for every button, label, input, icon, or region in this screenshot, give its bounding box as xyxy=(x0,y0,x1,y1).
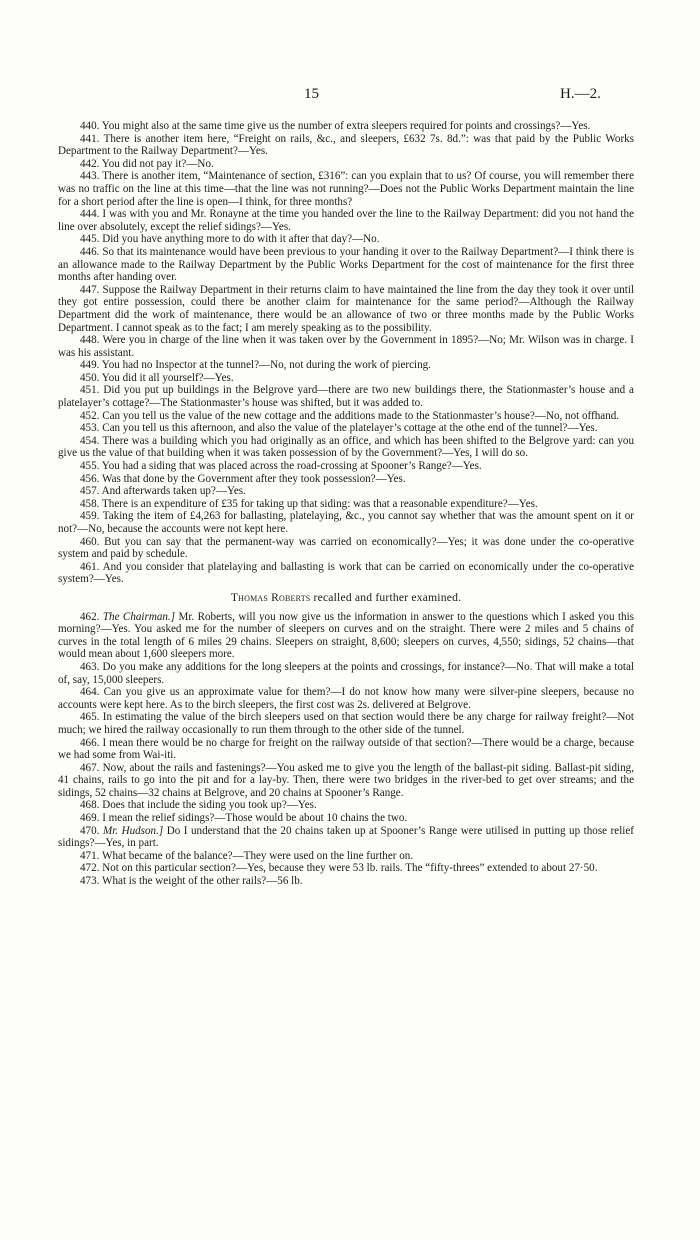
question-number: 446. xyxy=(80,245,100,258)
question-paragraph xyxy=(58,762,634,800)
question-text: Can you tell us the value of the new cottage and the additions made to the Stationmaster’s house?—No, not offhand. xyxy=(102,409,620,422)
question-text: Does that include the siding you took up?—Yes. xyxy=(102,799,317,812)
question-number: 461. xyxy=(80,560,100,573)
question-number: 451. xyxy=(80,384,100,397)
question-text: But you can say that the permanent-way was carried on economically?—Yes; it was done under the co-operative system and paid by schedule. xyxy=(58,535,635,561)
question-paragraph xyxy=(58,812,634,825)
question-number: 464. xyxy=(80,686,100,699)
speaker-label: The Chairman.] xyxy=(102,610,176,623)
question-number: 457. xyxy=(80,485,100,498)
question-number: 442. xyxy=(80,157,100,170)
question-paragraph xyxy=(58,799,634,812)
question-paragraph xyxy=(58,686,634,711)
question-text: Was that done by the Government after they took possession?—Yes. xyxy=(102,472,406,485)
question-number: 450. xyxy=(80,371,100,384)
question-list-one xyxy=(58,120,634,586)
question-paragraph xyxy=(58,875,634,888)
speaker-label: Mr. Hudson.] xyxy=(102,824,164,837)
witness-heading-rest: recalled and further examined. xyxy=(310,590,462,604)
question-number: 447. xyxy=(80,283,100,296)
page-number: 15 xyxy=(304,86,319,102)
question-paragraph xyxy=(58,384,634,409)
document-body xyxy=(58,120,634,888)
question-number: 449. xyxy=(80,359,100,372)
question-text: And afterwards taken up?—Yes. xyxy=(101,485,246,498)
question-text: Were you in charge of the line when it was taken over by the Government in 1895?—No; Mr. Wilson was in charge. I was his assistant. xyxy=(58,334,634,359)
question-paragraph xyxy=(58,536,634,561)
question-paragraph xyxy=(58,435,634,460)
question-text: You did it all yourself?—Yes. xyxy=(101,371,234,384)
question-paragraph xyxy=(58,473,634,486)
question-text: Mr. Roberts, will you now give us the information in answer to the questions which I asked you this morning?—Yes. You asked me for the number of sleepers on curves and on the straight. There were 2 miles and 5 chains of curves in the total length of 6 miles 29 chains. Sleepers on straight, 8,600; sleepers on curves, 4,550; sidings, 52 chains—that would mean about 1,600 sleepers more. xyxy=(58,610,634,661)
question-text: Can you tell us this afternoon, and also the value of the platelayer’s cottage at the othe end of the tunnel?—Yes. xyxy=(102,422,598,435)
question-paragraph xyxy=(58,510,634,535)
question-number: 455. xyxy=(80,460,100,473)
witness-name: Thomas Roberts xyxy=(230,590,311,604)
question-number: 460. xyxy=(80,535,100,548)
question-paragraph xyxy=(58,561,634,586)
question-number: 459. xyxy=(80,510,100,523)
question-paragraph xyxy=(58,334,634,359)
question-text: I was with you and Mr. Ronayne at the time you handed over the line to the Railway Department: did you not hand the line over absolutely, except the relief sidings?—Yes. xyxy=(58,208,634,233)
question-number: 462. xyxy=(80,610,100,623)
question-paragraph xyxy=(58,485,634,498)
question-number: 463. xyxy=(80,660,100,673)
question-text: Did you put up buildings in the Belgrove yard—there are two new buildings there, the Stationmaster’s house and a platelayer’s cottage?—The Stationmaster’s house was shifted, but it was added to. xyxy=(58,384,634,410)
question-paragraph xyxy=(58,359,634,372)
question-paragraph xyxy=(58,233,634,246)
question-text: I mean the relief sidings?—Those would be about 10 chains the two. xyxy=(102,812,408,825)
question-text: There is another item here, “Freight on rails, &c., and sleepers, £632 7s. 8d.”: was that paid by the Public Works Department to the Railway Department?—Yes. xyxy=(58,132,635,158)
question-number: 448. xyxy=(80,334,100,347)
question-paragraph xyxy=(58,246,634,284)
question-number: 444. xyxy=(80,208,100,221)
question-number: 472. xyxy=(80,862,100,875)
question-paragraph xyxy=(58,460,634,473)
question-number: 440. xyxy=(80,120,100,132)
question-text: What is the weight of the other rails?—56 lb. xyxy=(102,875,303,888)
question-number: 445. xyxy=(80,233,100,246)
question-number: 466. xyxy=(80,736,100,749)
question-text: Suppose the Railway Department in their returns claim to have maintained the line from the day they took it over until they got entire possession, could there be another claim for maintenance for the same period?—Although the Railway Department did the work of maintenance, there would be an allowance of two or three months made by the Public Works Department. I cannot speak as to the fact; I am merely speaking as to the possibility. xyxy=(58,283,634,334)
question-text: I mean there would be no charge for freight on the railway outside of that section?—There would be a charge, because we had some from Wai-iti. xyxy=(58,736,634,762)
question-number: 454. xyxy=(80,434,100,447)
question-text: Do I understand that the 20 chains taken up at Spooner’s Range were utilised in putting up those relief sidings?—Yes, in part. xyxy=(58,824,635,850)
question-text: You did not pay it?—No. xyxy=(101,157,214,170)
question-number: 443. xyxy=(80,170,100,183)
question-number: 469. xyxy=(80,812,100,825)
question-paragraph xyxy=(58,208,634,233)
question-paragraph xyxy=(58,133,634,158)
question-paragraph xyxy=(58,711,634,736)
page-header xyxy=(0,86,700,106)
question-paragraph xyxy=(58,422,634,435)
question-number: 452. xyxy=(80,409,100,422)
question-paragraph xyxy=(58,825,634,850)
question-number: 468. xyxy=(80,799,100,812)
question-text: Do you make any additions for the long sleepers at the points and crossings, for instance?—No. That will make a total of, say, 15,000 sleepers. xyxy=(58,660,634,686)
question-list-two xyxy=(58,611,634,888)
question-text: What became of the balance?—They were used on the line further on. xyxy=(102,849,414,862)
question-paragraph xyxy=(58,850,634,863)
witness-heading xyxy=(58,592,634,605)
question-text: You had no Inspector at the tunnel?—No, not during the work of piercing. xyxy=(101,359,431,372)
question-number: 458. xyxy=(80,497,100,510)
question-text: You had a siding that was placed across the road-crossing at Spooner’s Range?—Yes. xyxy=(101,460,482,473)
question-text: There is another item, “Maintenance of section, £316”: can you explain that to us? Of course, you will remember there was no traffic on the line at this time—that the line was not running?—Does not the Public Works Department maintain the line for a short period after the line is open—I think, for three months? xyxy=(58,170,634,208)
question-number: 467. xyxy=(80,761,100,774)
question-paragraph xyxy=(58,284,634,334)
question-text: Can you give us an approximate value for them?—I do not know how many were silver-pine sleepers, because no accounts were kept here. As to the birch sleepers, the first cost was 2s. delivered at Belgrove. xyxy=(58,686,634,711)
question-text: In estimating the value of the birch sleepers used on that section would there be any charge for railway freight?—Not much; we hired the railway occasionally to run them through to the other side of the tunnel. xyxy=(58,711,634,736)
question-number: 473. xyxy=(80,875,100,888)
question-text: Did you have anything more to do with it after that day?—No. xyxy=(102,233,380,246)
question-number: 465. xyxy=(80,711,100,724)
question-text: And you consider that platelaying and ballasting is work that can be carried on economically under the co-operative system?—Yes. xyxy=(58,560,634,586)
question-number: 456. xyxy=(80,472,100,485)
question-number: 441. xyxy=(80,132,100,145)
question-paragraph xyxy=(58,120,634,133)
page-reference: H.—2. xyxy=(560,86,601,102)
question-text: Taking the item of £4,263 for ballasting, platelaying, &c., you cannot say whether that was the amount spent on it or not?—No, because the accounts were not kept here. xyxy=(58,510,634,535)
question-text: There is an expenditure of £35 for taking up that siding: was that a reasonable expenditure?—Yes. xyxy=(102,497,538,510)
question-number: 453. xyxy=(80,422,100,435)
question-text: You might also at the same time give us the number of extra sleepers required for points and crossings?—Yes. xyxy=(101,120,591,132)
question-number: 470. xyxy=(80,824,100,837)
question-paragraph xyxy=(58,862,634,875)
question-paragraph xyxy=(58,737,634,762)
question-paragraph xyxy=(58,661,634,686)
question-number: 471. xyxy=(80,849,100,862)
question-text: There was a building which you had originally as an office, and which has been shifted to the Belgrove yard: can you give us the value of that building when it was taken possession of by the Government?—Yes, I will do so. xyxy=(58,434,634,460)
question-text: Not on this particular section?—Yes, because they were 53 lb. rails. The “fifty-threes” extended to about 27·50. xyxy=(102,862,598,875)
question-paragraph xyxy=(58,170,634,208)
question-paragraph xyxy=(58,372,634,385)
question-text: So that its maintenance would have been previous to your handing it over to the Railway Department?—I think there is an allowance made to the Railway Department by the Public Works Department for the cost of maintenance for the first three months after handing over. xyxy=(58,245,634,284)
question-paragraph xyxy=(58,158,634,171)
question-paragraph xyxy=(58,611,634,661)
question-text: Now, about the rails and fastenings?—You asked me to give you the length of the ballast-pit siding. Ballast-pit siding, 41 chains, rails to go into the pit and for a lay-by. Then, there were two bridges in the river-bed to get over streams; and the sidings, 52 chains—32 chains at Belgrove, and 20 chains at Spooner’s Range. xyxy=(58,761,634,799)
question-paragraph xyxy=(58,410,634,423)
question-paragraph xyxy=(58,498,634,511)
